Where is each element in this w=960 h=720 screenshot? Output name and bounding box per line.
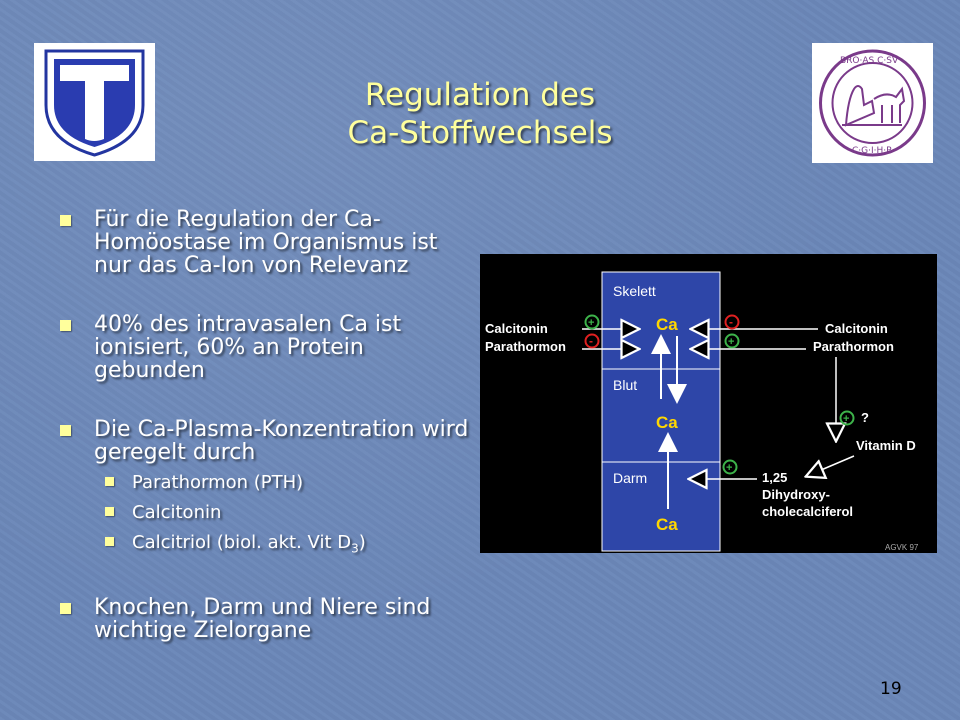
sub-bullet-item [105,472,470,494]
title-line-2: Ca-Stoffwechsels [347,115,613,151]
label-darm: Darm [613,470,648,486]
diagram-credit: AGVK 97 [885,543,919,552]
bullet-square-icon [60,603,71,614]
svg-text:+: + [728,336,735,348]
svg-text:-: - [729,315,733,329]
label-blut: Blut [613,377,638,393]
left-calcitonin: Calcitonin [485,321,548,336]
ca-darm: Ca [656,515,678,534]
sub-bullet-item [105,532,470,560]
bullet-square-icon [60,215,71,226]
slide-title [250,76,710,152]
bullet-text: 40% des intravasalen Ca ist ionisiert, 60% an Protein gebunden [94,312,402,383]
page-number: 19 [880,679,902,699]
bullet-square-icon [60,320,71,331]
sub-bullet-list [60,472,470,560]
bullet-item [60,208,470,277]
sub-bullet-item [105,502,470,524]
sub-bullet-square-icon [105,507,114,516]
left-parathormon: Parathormon [485,339,566,354]
logo-seal [812,43,933,163]
organ-column [602,272,720,551]
seal-text-bottom: C·G·I·H·P [852,146,892,156]
dihydroxy-line1: 1,25 [762,470,788,485]
svg-text:+: + [588,317,595,329]
title-line-1: Regulation des [364,77,596,113]
right-calcitonin: Calcitonin [825,321,888,336]
bullet-square-icon [60,425,71,436]
dihydroxy-line2: Dihydroxy- [762,487,830,502]
sub-bullet-text: Calcitriol (biol. akt. Vit D [132,532,352,553]
sub-bullet-text: Parathormon (PTH) [132,472,304,493]
right-parathormon: Parathormon [813,339,894,354]
bullet-item [60,596,470,642]
sub-bullet-close: ) [358,532,366,553]
sub-bullet-square-icon [105,537,114,546]
svg-text:+: + [726,462,733,474]
bullet-text: Knochen, Darm und Niere sind wichtige Zielorgane [94,594,431,643]
sub-bullet-square-icon [105,477,114,486]
subscript-3: 3 [351,541,359,556]
bullet-item [60,313,470,382]
ca-skelett: Ca [656,315,678,334]
sub-bullet-text: Calcitonin [132,502,222,523]
ca-blut: Ca [656,413,678,432]
svg-text:-: - [589,334,593,348]
bullet-list [60,208,470,678]
bullet-item [60,418,470,464]
dihydroxy-line3: cholecalciferol [762,504,854,519]
question-mark: ? [861,410,869,425]
bullet-text: Für die Regulation der Ca-Homöostase im Organismus ist nur das Ca-Ion von Relevanz [94,207,438,278]
svg-text:+: + [843,413,850,425]
logo-t-shield [34,43,155,161]
calcium-regulation-diagram [480,254,937,553]
seal-text-top: BRO·AS C·SV [840,56,899,66]
label-skelett: Skelett [613,283,656,299]
bullet-text: Die Ca-Plasma-Konzentration wird geregelt durch [94,417,469,465]
vitamin-d: Vitamin D [856,438,916,453]
